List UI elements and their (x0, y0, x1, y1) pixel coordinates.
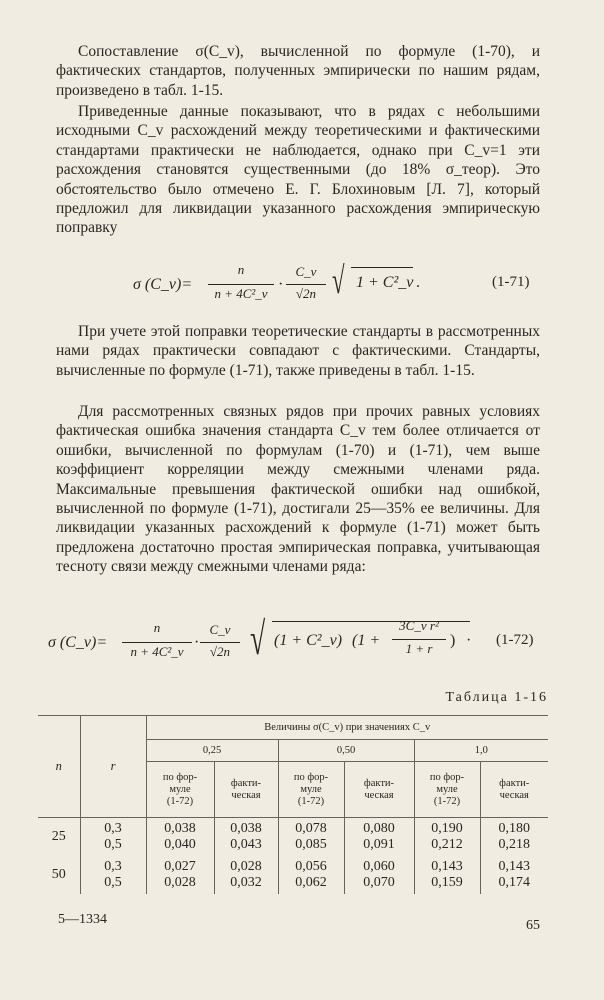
group-header: Величины σ(C_v) при значениях C_v (146, 716, 548, 740)
cell-r-value: 0,5 (104, 875, 122, 890)
formula2-inner-bar (392, 639, 446, 640)
formula1-radical-bar (351, 267, 413, 268)
cell-r-value: 0,3 (104, 821, 122, 836)
paragraph-2 (56, 102, 540, 238)
formula2-frac1-bar (122, 642, 192, 643)
formula-1-71 (0, 262, 604, 322)
cell-r-value: 0,5 (104, 837, 122, 852)
formula2-frac2-bar (200, 642, 240, 643)
formula2-radicand-b-open: (1 + (352, 632, 381, 649)
cell-value: 0,038 0,040 (146, 818, 214, 857)
formula2-eqno: (1-72) (496, 632, 534, 648)
formula2-dot: · (194, 634, 200, 651)
cell-value: 0,056 0,062 (278, 856, 344, 894)
formula2-inner-num: 3C_v r² (399, 618, 439, 633)
formula2-radicand-a: (1 + C²_v) (274, 632, 343, 649)
cell-value: 0,143 0,174 (480, 856, 548, 894)
subheader-formula-1: по фор- муле (1-72) (278, 762, 344, 818)
paragraph-1 (56, 42, 540, 100)
formula1-frac2-bar (286, 284, 326, 285)
formula1-eqno: (1-71) (492, 274, 530, 290)
printer-signature: 5—1334 (58, 912, 107, 927)
table-caption: Таблица 1-16 (445, 690, 548, 705)
formula1-radical-sign: √ (332, 260, 345, 302)
formula2-frac2-num: C_v (209, 622, 231, 637)
formula2-frac2-den: √2n (209, 644, 231, 659)
formula2-radicand-b-close: ) (450, 632, 456, 649)
cell-n: 50 (38, 856, 80, 894)
paragraph-1-text: Сопоставление σ(C_v), вычисленной по формуле (1-70), и фактических стандартов, полученных эмпирически по нашим рядам, произведено в табл. 1-15. (56, 43, 540, 99)
table-1-16 (38, 715, 548, 894)
cell-r (80, 856, 146, 894)
cv-header-1: 0,50 (278, 740, 414, 762)
formula2-inner-den: 1 + r (405, 641, 433, 656)
formula1-frac2-den: √2n (295, 286, 317, 301)
formula1-frac1-bar (208, 284, 274, 285)
formula1-frac2-num: C_v (295, 264, 317, 279)
cell-value: 0,190 0,212 (414, 818, 480, 857)
paragraph-3-text: При учете этой поправки теоретические стандарты в рассмотренных нами рядах практически совпадают с фактическими. Стандарты, вычисленные по формуле (1-71), также приведены в табл. 1-15. (56, 323, 540, 379)
formula1-lhs: σ (C_v)= (133, 276, 193, 293)
cell-r (80, 818, 146, 857)
formula1-frac1-num: n (237, 262, 245, 277)
subheader-formula-2: по фор- муле (1-72) (414, 762, 480, 818)
subheader-actual-2: факти- ческая (480, 762, 548, 818)
cell-r-value: 0,3 (104, 859, 122, 874)
cell-value: 0,027 0,028 (146, 856, 214, 894)
cell-value: 0,143 0,159 (414, 856, 480, 894)
cv-header-0: 0,25 (146, 740, 278, 762)
cell-value: 0,180 0,218 (480, 818, 548, 857)
cell-value: 0,060 0,070 (344, 856, 414, 894)
cell-n: 25 (38, 818, 80, 857)
table-header-row-1 (38, 716, 548, 740)
page-number: 65 (526, 918, 540, 933)
cell-value: 0,028 0,032 (214, 856, 278, 894)
col-header-r: r (80, 716, 146, 818)
table-row (38, 818, 548, 857)
formula2-frac1-den: n + 4C²_v (130, 644, 184, 659)
formula1-dot: · (278, 276, 284, 293)
paragraph-3 (56, 322, 540, 380)
subheader-actual-0: факти- ческая (214, 762, 278, 818)
formula1-frac1-den: n + 4C²_v (214, 286, 268, 301)
formula2-frac1-num: n (153, 620, 161, 635)
formula-1-72 (0, 613, 604, 678)
cell-value: 0,078 0,085 (278, 818, 344, 857)
formula1-tail: . (416, 274, 420, 291)
formula2-tail: · (466, 632, 472, 649)
col-header-n: n (38, 716, 80, 818)
formula2-radical-sign: √ (250, 613, 266, 664)
subheader-formula-0: по фор- муле (1-72) (146, 762, 214, 818)
formula1-radicand: 1 + C²_v (356, 274, 414, 291)
cv-header-2: 1,0 (414, 740, 548, 762)
paragraph-4 (56, 402, 540, 577)
table-row (38, 856, 548, 894)
cell-value: 0,080 0,091 (344, 818, 414, 857)
cell-value: 0,038 0,043 (214, 818, 278, 857)
paragraph-2-text: Приведенные данные показывают, что в рядах с небольшими исходными C_v расхождений между теоретическими и фактическими стандартами практически не наблюдается, однако при C_v=1 эти расхождения становятся существенными (до 18% σ_теор). Это обстоятельство было отмечено Е. Г. Блохиновым [Л. 7], который предложил для ликвидации указанного расхождения эмпирическую поправку (56, 103, 540, 237)
subheader-actual-1: факти- ческая (344, 762, 414, 818)
formula2-lhs: σ (C_v)= (48, 634, 108, 651)
paragraph-4-text: Для рассмотренных связных рядов при прочих равных условиях фактическая ошибка значения стандарта C_v тем более отличается от ошибки, вычисленной по формулам (1-70) и (1-71), чем выше коэффициент корреляции между смежными членами ряда. Максимальные превышения фактической ошибки над ошибкой, вычисленной по формуле (1-71), достигали 25—35% ее величины. Для ликвидации указанных расхождений к формуле (1-71) может быть предложена достаточно простая эмпирическая поправка, учитывающая тесноту связи между смежными членами ряда: (56, 403, 540, 576)
